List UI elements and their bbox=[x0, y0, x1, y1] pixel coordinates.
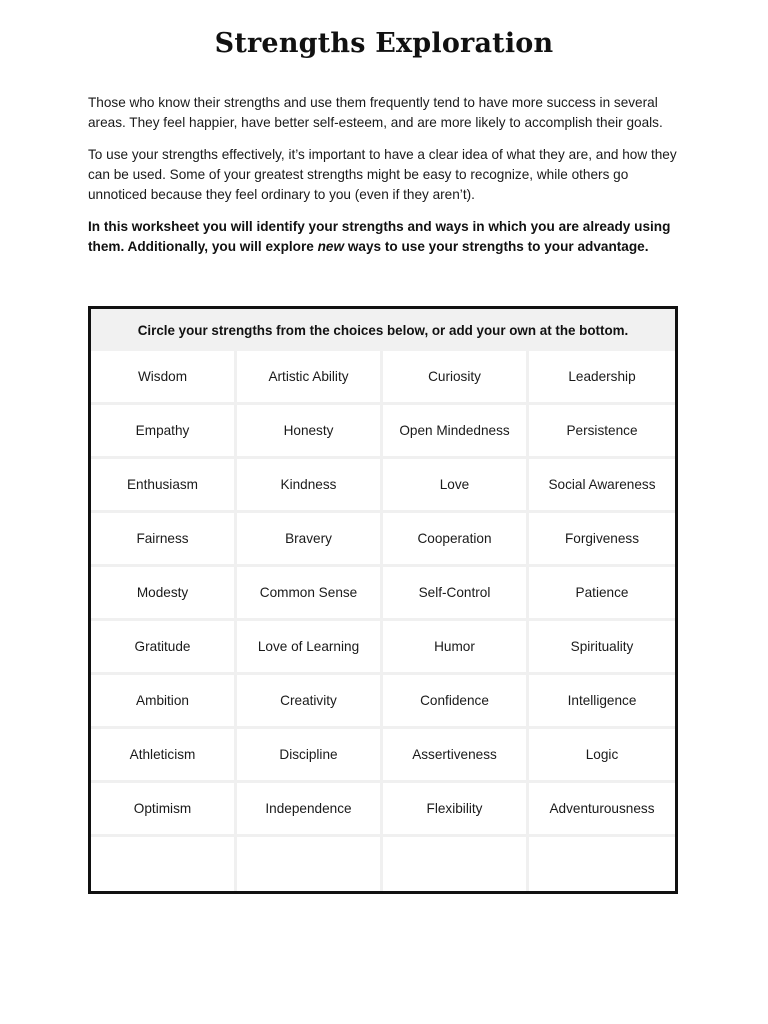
strengths-table-header: Circle your strengths from the choices below, or add your own at the bottom. bbox=[91, 309, 675, 351]
strength-cell[interactable]: Empathy bbox=[91, 405, 237, 459]
strength-cell[interactable]: Adventurousness bbox=[529, 783, 675, 837]
strength-cell[interactable]: Artistic Ability bbox=[237, 351, 383, 405]
strength-cell[interactable]: Spirituality bbox=[529, 621, 675, 675]
strength-blank-cell[interactable] bbox=[383, 837, 529, 891]
instructions-emphasis: new bbox=[317, 239, 345, 254]
strength-blank-cell[interactable] bbox=[529, 837, 675, 891]
strength-cell[interactable]: Discipline bbox=[237, 729, 383, 783]
strength-cell[interactable]: Gratitude bbox=[91, 621, 237, 675]
instructions-paragraph bbox=[88, 217, 688, 257]
strength-cell[interactable]: Enthusiasm bbox=[91, 459, 237, 513]
strength-cell[interactable]: Athleticism bbox=[91, 729, 237, 783]
strength-cell[interactable]: Social Awareness bbox=[529, 459, 675, 513]
strength-blank-cell[interactable] bbox=[237, 837, 383, 891]
strength-blank-cell[interactable] bbox=[91, 837, 237, 891]
intro-paragraph-2: To use your strengths effectively, it’s important to have a clear idea of what they are, and how they can be used. Some of your greatest strengths might be easy to recognize, while others go unnoticed because they feel ordinary to you (even if they aren’t). bbox=[88, 147, 677, 202]
strength-cell[interactable]: Love bbox=[383, 459, 529, 513]
strength-cell[interactable]: Honesty bbox=[237, 405, 383, 459]
page-title: Strengths Exploration bbox=[214, 28, 554, 59]
strength-cell[interactable]: Assertiveness bbox=[383, 729, 529, 783]
strength-cell[interactable]: Creativity bbox=[237, 675, 383, 729]
strength-cell[interactable]: Cooperation bbox=[383, 513, 529, 567]
intro-text bbox=[88, 93, 688, 269]
strengths-grid bbox=[91, 351, 675, 891]
strength-cell[interactable]: Flexibility bbox=[383, 783, 529, 837]
instructions-text-part2: ways to use your strengths to your advantage. bbox=[344, 239, 649, 254]
strength-cell[interactable]: Patience bbox=[529, 567, 675, 621]
strength-cell[interactable]: Leadership bbox=[529, 351, 675, 405]
strength-cell[interactable]: Bravery bbox=[237, 513, 383, 567]
strength-cell[interactable]: Forgiveness bbox=[529, 513, 675, 567]
strength-cell[interactable]: Persistence bbox=[529, 405, 675, 459]
strength-cell[interactable]: Wisdom bbox=[91, 351, 237, 405]
strength-cell[interactable]: Independence bbox=[237, 783, 383, 837]
strength-cell[interactable]: Modesty bbox=[91, 567, 237, 621]
strength-cell[interactable]: Curiosity bbox=[383, 351, 529, 405]
strength-cell[interactable]: Self-Control bbox=[383, 567, 529, 621]
strength-cell[interactable]: Common Sense bbox=[237, 567, 383, 621]
strength-cell[interactable]: Love of Learning bbox=[237, 621, 383, 675]
strength-cell[interactable]: Logic bbox=[529, 729, 675, 783]
strength-cell[interactable]: Confidence bbox=[383, 675, 529, 729]
intro-paragraph-1: Those who know their strengths and use them frequently tend to have more success in several areas. They feel happier, have better self-esteem, and are more likely to accomplish their goals. bbox=[88, 95, 663, 130]
instructions-text-part1: In this worksheet you will identify your strengths and ways in which you are already using them. Additionally, you will explore bbox=[88, 219, 671, 254]
strength-cell[interactable]: Kindness bbox=[237, 459, 383, 513]
strength-cell[interactable]: Ambition bbox=[91, 675, 237, 729]
strengths-table bbox=[88, 306, 678, 894]
strength-cell[interactable]: Humor bbox=[383, 621, 529, 675]
strength-cell[interactable]: Intelligence bbox=[529, 675, 675, 729]
strength-cell[interactable]: Fairness bbox=[91, 513, 237, 567]
strength-cell[interactable]: Optimism bbox=[91, 783, 237, 837]
strength-cell[interactable]: Open Mindedness bbox=[383, 405, 529, 459]
